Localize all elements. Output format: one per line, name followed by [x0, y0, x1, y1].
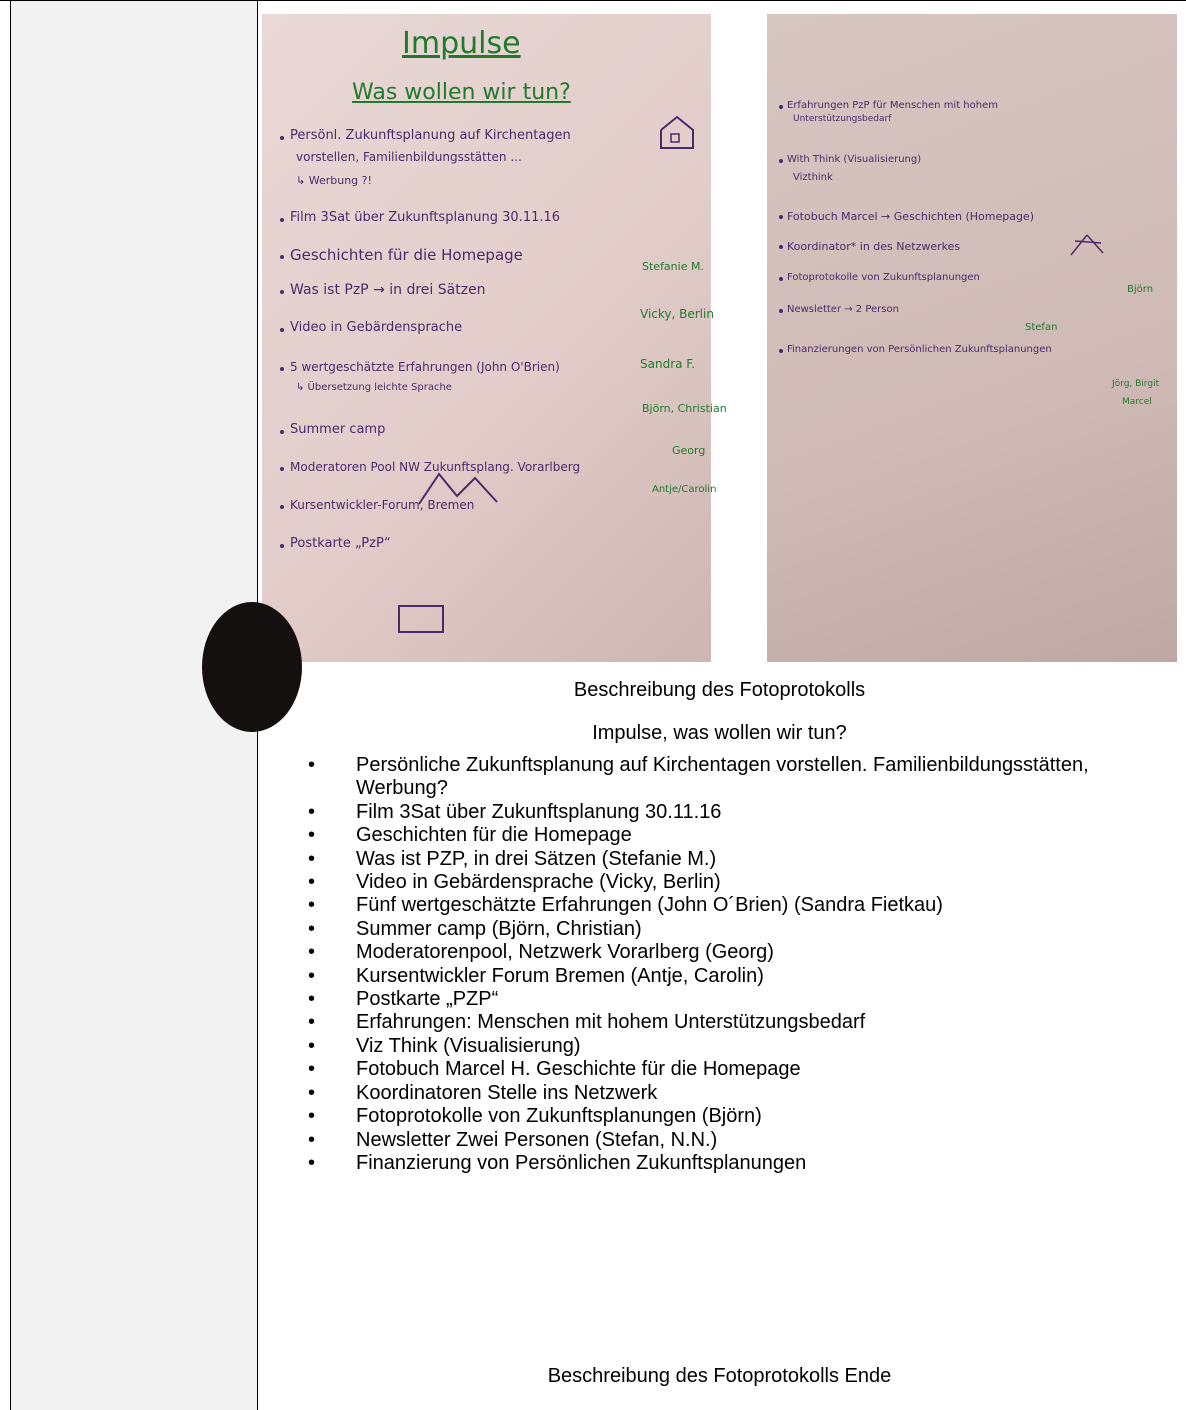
bullet-dot [779, 105, 783, 109]
bullet-dot [280, 218, 284, 222]
house-drawing-icon [657, 114, 697, 150]
side-note: Georg [672, 444, 706, 457]
side-note: Björn, Christian [642, 402, 727, 415]
flipchart-line: ↳ Übersetzung leichte Sprache [296, 382, 452, 393]
bullet-dot [280, 328, 284, 332]
side-note: Antje/Carolin [652, 484, 717, 495]
description-heading: Beschreibung des Fotoprotokolls [573, 679, 866, 701]
list-item: • Koordinatoren Stelle ins Netzwerk [292, 1082, 1172, 1105]
list-item: • Erfahrungen: Menschen mit hohem Unterstützungsbedarf [292, 1011, 1172, 1034]
flipchart-line: Kursentwickler-Forum, Bremen [290, 498, 475, 512]
flipchart-line: Finanzierungen von Persönlichen Zukunftsplanungen [787, 344, 1052, 355]
flipchart-line: vorstellen, Familienbildungsstätten ... [296, 150, 522, 164]
flipchart-line: ↳ Werbung ?! [296, 174, 372, 187]
list-item: • Finanzierung von Persönlichen Zukunftsplanungen [292, 1152, 1172, 1175]
list-item: • Newsletter Zwei Personen (Stefan, N.N.) [292, 1129, 1172, 1152]
flipchart-line: Summer camp [290, 422, 386, 437]
flipchart-line: Vizthink [793, 172, 833, 183]
side-note: Stefanie M. [642, 260, 704, 273]
side-note: Marcel [1122, 397, 1152, 407]
list-item: • Moderatorenpool, Netzwerk Vorarlberg (Georg) [292, 941, 1172, 964]
description-subheading: Impulse, was wollen wir tun? [592, 722, 847, 744]
list-item: • Film 3Sat über Zukunftsplanung 30.11.16 [292, 801, 1172, 824]
table-top-border [0, 0, 1186, 1]
flipchart-line: Was ist PzP → in drei Sätzen [290, 282, 486, 298]
table-left-border [10, 0, 11, 1410]
side-note: Björn [1127, 284, 1154, 295]
bullet-dot [779, 277, 783, 281]
bullet-dot [280, 430, 284, 434]
bullet-dot [280, 467, 284, 471]
list-item: • Viz Think (Visualisierung) [292, 1035, 1172, 1058]
list-item: • Summer camp (Björn, Christian) [292, 918, 1172, 941]
flipchart-line: Film 3Sat über Zukunftsplanung 30.11.16 [290, 210, 561, 225]
bullet-dot [280, 505, 284, 509]
side-note: Sandra F. [640, 357, 696, 371]
network-drawing-icon [1067, 229, 1107, 259]
flipchart-photo-continued [767, 14, 1177, 662]
list-item: • Video in Gebärdensprache (Vicky, Berlin) [292, 871, 1172, 894]
bullet-dot [779, 215, 783, 219]
flipchart-line: With Think (Visualisierung) [787, 154, 922, 165]
bullet-dot [280, 544, 284, 548]
bullet-dot [779, 159, 783, 163]
description-list [292, 754, 1172, 1175]
list-item: • Postkarte „PZP“ [292, 988, 1172, 1011]
flipchart-line: Video in Gebärdensprache [290, 320, 463, 335]
flipchart-line: Geschichten für die Homepage [290, 246, 523, 264]
bullet-dot [779, 309, 783, 313]
bullet-dot [280, 290, 284, 294]
flipchart-line: Koordinator* in des Netzwerkes [787, 240, 961, 253]
flipchart-line: Persönl. Zukunftsplanung auf Kirchentagen [290, 128, 571, 143]
bullet-dot [779, 245, 783, 249]
list-item: • Geschichten für die Homepage [292, 824, 1172, 847]
list-item: • Persönliche Zukunftsplanung auf Kirchentagen vorstellen. Familienbildungsstätten, Werbung? [292, 754, 1126, 801]
list-item: • Kursentwickler Forum Bremen (Antje, Carolin) [292, 965, 1172, 988]
flipchart-line: 5 wertgeschätzte Erfahrungen (John O'Brien) [290, 360, 560, 374]
bullet-dot [280, 367, 284, 371]
flipchart-line: Fotobuch Marcel → Geschichten (Homepage) [787, 210, 1034, 223]
side-note: Jörg, Birgit [1112, 379, 1160, 389]
flipchart-line: Erfahrungen PzP für Menschen mit hohem [787, 100, 998, 111]
mountains-drawing-icon [417, 470, 527, 506]
bullet-dot [779, 349, 783, 353]
list-item: • Fotoprotokolle von Zukunftsplanungen (Björn) [292, 1105, 1172, 1128]
list-item: • Fotobuch Marcel H. Geschichte für die Homepage [292, 1058, 1172, 1081]
bullet-dot [280, 136, 284, 140]
list-item: • Fünf wertgeschätzte Erfahrungen (John O´Brien) (Sandra Fietkau) [292, 894, 1172, 917]
flipchart-line: Fotoprotokolle von Zukunftsplanungen [787, 272, 980, 283]
description-footer: Beschreibung des Fotoprotokolls Ende [547, 1365, 892, 1387]
flipchart-subtitle: Was wollen wir tun? [352, 80, 571, 105]
flipchart-line: Moderatoren Pool NW Zukunftsplang. Vorarlberg [290, 460, 581, 474]
postcard-drawing-icon [397, 604, 445, 634]
flipchart-line: Newsletter → 2 Person [787, 304, 899, 315]
flipchart-title: Impulse [402, 26, 521, 61]
side-note: Vicky, Berlin [640, 307, 714, 321]
flipchart-line: Postkarte „PzP“ [290, 536, 391, 551]
flipchart-line: Unterstützungsbedarf [793, 114, 892, 124]
side-note: Stefan [1025, 322, 1058, 333]
bullet-dot [280, 255, 284, 259]
list-item: • Was ist PZP, in drei Sätzen (Stefanie M.) [292, 848, 1172, 871]
flipchart-photo-impulse [262, 14, 727, 662]
